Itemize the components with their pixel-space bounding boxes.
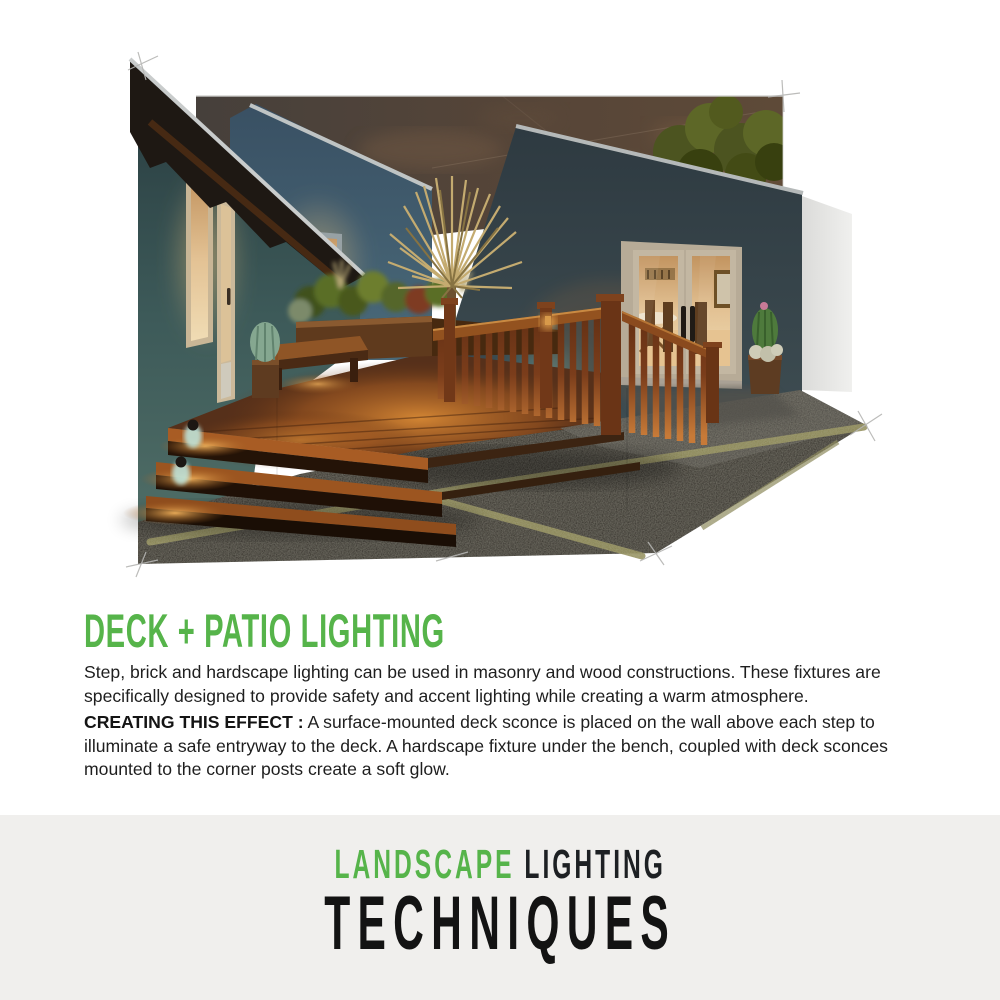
brand-lighting: LIGHTING	[524, 841, 666, 887]
section-description: Step, brick and hardscape lighting can be used in masonry and wood constructions. These fixtures are specifically designed to provide safety and accent lighting while creating a warm atmosphere.	[84, 662, 881, 706]
door-handle-left	[681, 306, 686, 342]
glass-door	[217, 196, 235, 403]
door-handle-right	[690, 306, 695, 342]
series-title: TECHNIQUES	[324, 881, 676, 966]
side-panel	[802, 196, 852, 392]
door-handle	[227, 288, 231, 305]
under-bench-glow	[278, 374, 358, 394]
effect-paragraph	[84, 711, 938, 782]
post-sconce	[545, 316, 551, 325]
section-heading: DECK + PATIO LIGHTING	[84, 604, 445, 657]
effect-label: CREATING THIS EFFECT :	[84, 712, 304, 732]
cactus-left	[250, 322, 280, 398]
brand-landscape: LANDSCAPE	[334, 841, 515, 887]
effect-text: A surface-mounted deck sconce is placed on the wall above each step to illuminate a safe entryway to the deck. A hardscape fixture under the bench, coupled with deck sconces mounted to the corner posts create a soft glow.	[84, 712, 888, 780]
cactus-flower	[760, 302, 768, 310]
